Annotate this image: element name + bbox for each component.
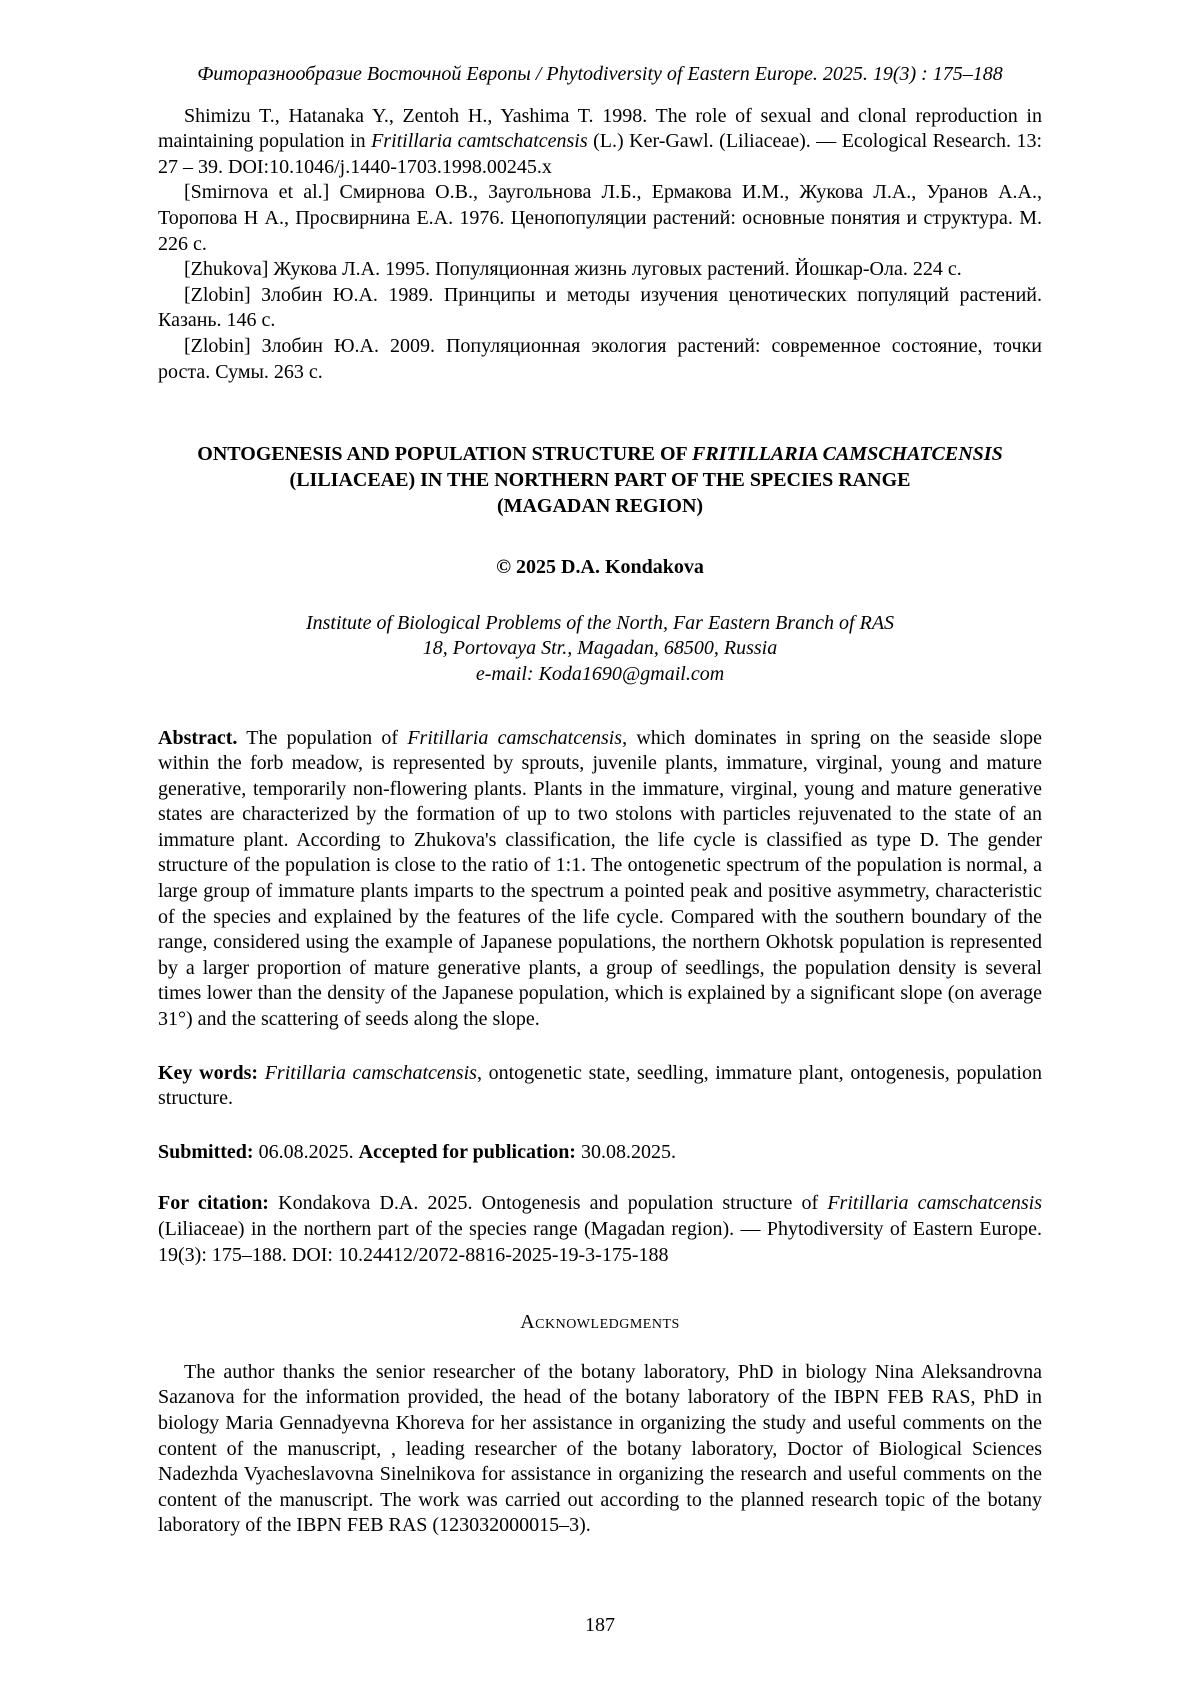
reference-item: [Zlobin] Злобин Ю.А. 2009. Популяционная экология растений: современное состояние, точки роста. Сумы. 263 с. — [158, 334, 1042, 383]
species-name: Fritillaria camschatcensis — [258, 1061, 477, 1084]
affiliation-address: 18, Portovaya Str., Magadan, 68500, Russia — [422, 637, 778, 660]
reference-item: [Smirnova et al.] Смирнова О.В., Заугольнова Л.Б., Ермакова И.М., Жукова Л.А., Уранов А.А., Торопова Н А., Просвирнина Е.А. 1976. Ценопопуляции растений: основные понятия и структура. М. 226 с. — [158, 181, 1042, 255]
citation-paragraph — [158, 1191, 1042, 1268]
acknowledgments-heading: Acknowledgments — [520, 1311, 680, 1334]
reference-item: [Zhukova] Жукова Л.А. 1995. Популяционная жизнь луговых растений. Йошкар-Ола. 224 с. — [184, 258, 962, 281]
article-title — [158, 441, 1042, 519]
abstract-paragraph — [158, 726, 1042, 1033]
affiliation-block — [158, 611, 1042, 688]
accepted-date: 30.08.2025. — [575, 1140, 676, 1163]
references-list — [158, 104, 1042, 386]
journal-header: Фиторазнообразие Восточной Европы / Phytodiversity of Eastern Europe. 2025. 19(3) : 175–188 — [197, 63, 1003, 85]
reference-item: [Zlobin] Злобин Ю.А. 1989. Принципы и методы изучения ценотических популяций растений. Казань. 146 с. — [158, 283, 1042, 332]
submitted-label: Submitted: — [158, 1140, 254, 1163]
abstract-text: The population of — [237, 726, 408, 749]
copyright-line: © 2025 D.A. Kondakova — [496, 556, 704, 579]
species-name: Fritillaria camschatcensis — [407, 726, 623, 749]
page-number: 187 — [585, 1614, 615, 1637]
keywords-label: Key words: — [158, 1061, 259, 1084]
abstract-text: , which dominates in spring on the seaside slope within the forb meadow, is represented by sprouts, juvenile plants, immature, virginal, young and mature generative, temporarily non-flowering plants. Plants in the immature, virginal, young and mature generative states are characterized by the formation of up to two stolons with particles rejuvenated to the state of an immature plant. According to Zhukova's classification, the life cycle is classified as type D. The gender structure of the population is close to the ratio of 1:1. The ontogenetic spectrum of the population is normal, a large group of immature plants imparts to the spectrum a pointed peak and positive asymmetry, characteristic of the species and explained by the features of the life cycle. Compared with the southern boundary of the range, considered using the example of Japanese populations, the northern Okhotsk population is represented by a larger proportion of mature generative plants, a group of seedlings, the population density is several times lower than the density of the Japanese population, which is explained by a significant slope (on average 31°) and the scattering of seeds along the slope. — [158, 726, 1042, 1031]
submitted-date: 06.08.2025. — [253, 1140, 359, 1163]
affiliation-institute: Institute of Biological Problems of the North, Far Eastern Branch of RAS — [305, 611, 895, 634]
species-name: Fritillaria camtschatcensis — [371, 130, 588, 153]
accepted-label: Accepted for publication: — [358, 1140, 576, 1163]
article-title-text: (LILIACEAE) IN THE NORTHERN PART OF THE SPECIES RANGE — [289, 469, 911, 492]
keywords-text: , ontogenetic state, seedling, immature plant, ontogenesis, population structure. — [158, 1061, 1042, 1110]
citation-text: Kondakova D.A. 2025. Ontogenesis and population structure of — [268, 1192, 828, 1215]
article-title-text: (MAGADAN REGION) — [496, 495, 704, 518]
dates-line — [158, 1140, 1042, 1166]
reference-text: (L.) Ker-Gawl. (Liliaceae). — Ecological Research. 13: 27 – 39. DOI:10.1046/j.1440-1703.1998.00245.x — [158, 130, 1043, 178]
species-name: Fritillaria camschatcensis — [827, 1192, 1043, 1215]
citation-text: (Liliaceae) in the northern part of the species range (Magadan region). — Phytodiversity of Eastern Europe. 19(3): 175–188. DOI: 10.24412/2072-8816-2025-19-3-175-188 — [158, 1218, 1042, 1266]
species-name: FRITILLARIA CAMSCHATCENSIS — [692, 443, 1003, 466]
reference-item — [158, 104, 1042, 181]
abstract-label: Abstract. — [158, 726, 238, 749]
acknowledgments-paragraph: The author thanks the senior researcher of the botany laboratory, PhD in biology Nina Aleksandrovna Sazanova for the information provided, the head of the botany laboratory of the IBPN FEB RAS, PhD in biology Maria Gennadyevna Khoreva for her assistance in organizing the study and useful comments on the content of the manuscript, , leading researcher of the botany laboratory, Doctor of Biological Sciences Nadezhda Vyacheslavovna Sinelnikova for assistance in organizing the research and useful comments on the content of the manuscript. The work was carried out according to the planned research topic of the botany laboratory of the IBPN FEB RAS (123032000015–3). — [158, 1360, 1042, 1537]
affiliation-email: e-mail: Koda1690@gmail.com — [475, 662, 725, 685]
citation-label: For citation: — [158, 1192, 269, 1215]
article-title-text: ONTOGENESIS AND POPULATION STRUCTURE OF — [197, 443, 693, 466]
keywords-paragraph — [158, 1061, 1042, 1112]
reference-text: Shimizu T., Hatanaka Y., Zentoh H., Yashima T. 1998. The role of sexual and clonal reproduction in maintaining population in — [158, 104, 1042, 153]
